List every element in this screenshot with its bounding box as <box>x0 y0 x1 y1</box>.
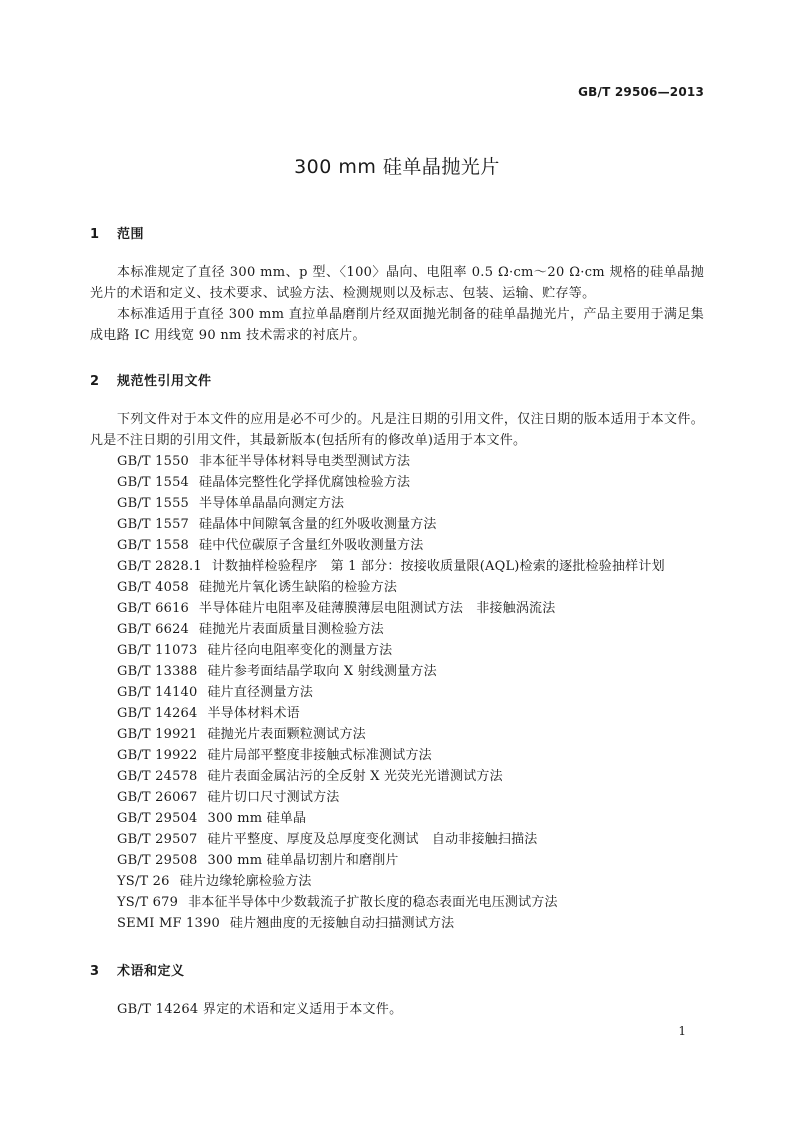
reference-code: GB/T 1550 <box>117 454 190 469</box>
section-3-heading <box>90 960 185 979</box>
reference-code: SEMI MF 1390 <box>117 916 220 931</box>
reference-title: 硅晶体中间隙氧含量的红外吸收测量方法 <box>199 517 437 532</box>
reference-title: 非本征半导体中少数载流子扩散长度的稳态表面光电压测试方法 <box>188 895 558 910</box>
reference-title: 半导体材料术语 <box>207 706 300 721</box>
section-1-paragraph-2: 本标准适用于直径 300 mm 直拉单晶磨削片经双面抛光制备的硅单晶抛光片，产品主要用于满足集成电路 IC 用线宽 90 nm 技术需求的衬底片。 <box>90 307 704 343</box>
section-title: 规范性引用文件 <box>117 374 212 389</box>
reference-item <box>117 745 665 766</box>
reference-code: GB/T 1558 <box>117 538 190 553</box>
reference-item <box>117 493 665 514</box>
standard-code: GB/T 29506—2013 <box>578 85 704 99</box>
reference-item <box>117 577 665 598</box>
reference-item <box>117 787 665 808</box>
reference-title: 硅片局部平整度非接触式标准测试方法 <box>207 748 432 763</box>
section-title: 范围 <box>117 227 145 242</box>
reference-item <box>117 829 665 850</box>
reference-item <box>117 766 665 787</box>
reference-title: 计数抽样检验程序 第 1 部分：按接收质量限(AQL)检索的逐批检验抽样计划 <box>211 559 665 574</box>
section-number: 1 <box>90 227 100 242</box>
reference-item <box>117 913 665 934</box>
reference-item <box>117 619 665 640</box>
reference-title: 半导体硅片电阻率及硅薄膜薄层电阻测试方法 非接触涡流法 <box>199 601 556 616</box>
reference-code: GB/T 26067 <box>117 790 198 805</box>
reference-item <box>117 556 665 577</box>
reference-title: 硅片平整度、厚度及总厚度变化测试 自动非接触扫描法 <box>207 832 538 847</box>
reference-title: 硅抛光片表面质量目测检验方法 <box>199 622 384 637</box>
section-1-paragraph-1: 本标准规定了直径 300 mm、p 型、〈100〉晶向、电阻率 0.5 Ω·cm～20 Ω·cm 规格的硅单晶抛光片的术语和定义、技术要求、试验方法、检测规则以及标志、包装、运输、贮存等。 <box>90 265 704 301</box>
reference-title: 硅片直径测量方法 <box>207 685 314 700</box>
reference-code: GB/T 13388 <box>117 664 198 679</box>
reference-code: GB/T 2828.1 <box>117 559 202 574</box>
reference-item <box>117 514 665 535</box>
reference-title: 硅片翘曲度的无接触自动扫描测试方法 <box>229 916 455 931</box>
reference-code: GB/T 29508 <box>117 853 198 868</box>
reference-code: GB/T 29507 <box>117 832 198 847</box>
reference-item <box>117 850 665 871</box>
reference-code: GB/T 14140 <box>117 685 198 700</box>
reference-code: GB/T 1555 <box>117 496 190 511</box>
section-2-paragraph-1: 下列文件对于本文件的应用是必不可少的。凡是注日期的引用文件，仅注日期的版本适用于本文件。凡是不注日期的引用文件，其最新版本(包括所有的修改单)适用于本文件。 <box>90 412 704 448</box>
reference-code: GB/T 6624 <box>117 622 190 637</box>
reference-code: GB/T 29504 <box>117 811 198 826</box>
reference-item <box>117 703 665 724</box>
reference-title: 硅晶体完整性化学择优腐蚀检验方法 <box>199 475 411 490</box>
reference-title: 硅片径向电阻率变化的测量方法 <box>207 643 393 658</box>
reference-title: 半导体单晶晶向测定方法 <box>199 496 345 511</box>
normative-references-list <box>117 451 665 934</box>
reference-item <box>117 871 665 892</box>
reference-item <box>117 682 665 703</box>
reference-code: GB/T 24578 <box>117 769 198 784</box>
reference-code: YS/T 679 <box>117 895 179 910</box>
reference-title: 非本征半导体材料导电类型测试方法 <box>199 454 411 469</box>
reference-code: GB/T 1554 <box>117 475 190 490</box>
reference-item <box>117 640 665 661</box>
reference-item <box>117 724 665 745</box>
section-2-heading <box>90 370 212 389</box>
reference-item <box>117 892 665 913</box>
reference-item <box>117 535 665 556</box>
section-3-paragraph-1: GB/T 14264 界定的术语和定义适用于本文件。 <box>117 1002 403 1017</box>
reference-title: 硅抛光片氧化诱生缺陷的检验方法 <box>199 580 398 595</box>
reference-title: 300 mm 硅单晶 <box>207 811 307 826</box>
reference-code: GB/T 11073 <box>117 643 198 658</box>
reference-code: GB/T 6616 <box>117 601 190 616</box>
reference-item <box>117 472 665 493</box>
reference-title: 硅中代位碳原子含量红外吸收测量方法 <box>199 538 424 553</box>
section-1-heading <box>90 223 144 242</box>
reference-code: GB/T 19921 <box>117 727 198 742</box>
reference-title: 硅片切口尺寸测试方法 <box>207 790 340 805</box>
page-number: 1 <box>678 1024 686 1038</box>
reference-item <box>117 808 665 829</box>
reference-title: 硅片参考面结晶学取向 X 射线测量方法 <box>207 664 437 679</box>
reference-item <box>117 598 665 619</box>
section-title: 术语和定义 <box>117 964 185 979</box>
reference-code: GB/T 19922 <box>117 748 198 763</box>
reference-title: 硅片表面金属沾污的全反射 X 光荧光光谱测试方法 <box>207 769 503 784</box>
section-number: 3 <box>90 964 100 979</box>
reference-item <box>117 451 665 472</box>
reference-item <box>117 661 665 682</box>
reference-title: 300 mm 硅单晶切割片和磨削片 <box>207 853 399 868</box>
reference-code: GB/T 1557 <box>117 517 190 532</box>
reference-title: 硅片边缘轮廓检验方法 <box>179 874 312 889</box>
reference-title: 硅抛光片表面颗粒测试方法 <box>207 727 366 742</box>
reference-code: GB/T 4058 <box>117 580 190 595</box>
page-title: 300 mm 硅单晶抛光片 <box>294 156 500 178</box>
section-number: 2 <box>90 374 100 389</box>
reference-code: YS/T 26 <box>117 874 170 889</box>
reference-code: GB/T 14264 <box>117 706 198 721</box>
